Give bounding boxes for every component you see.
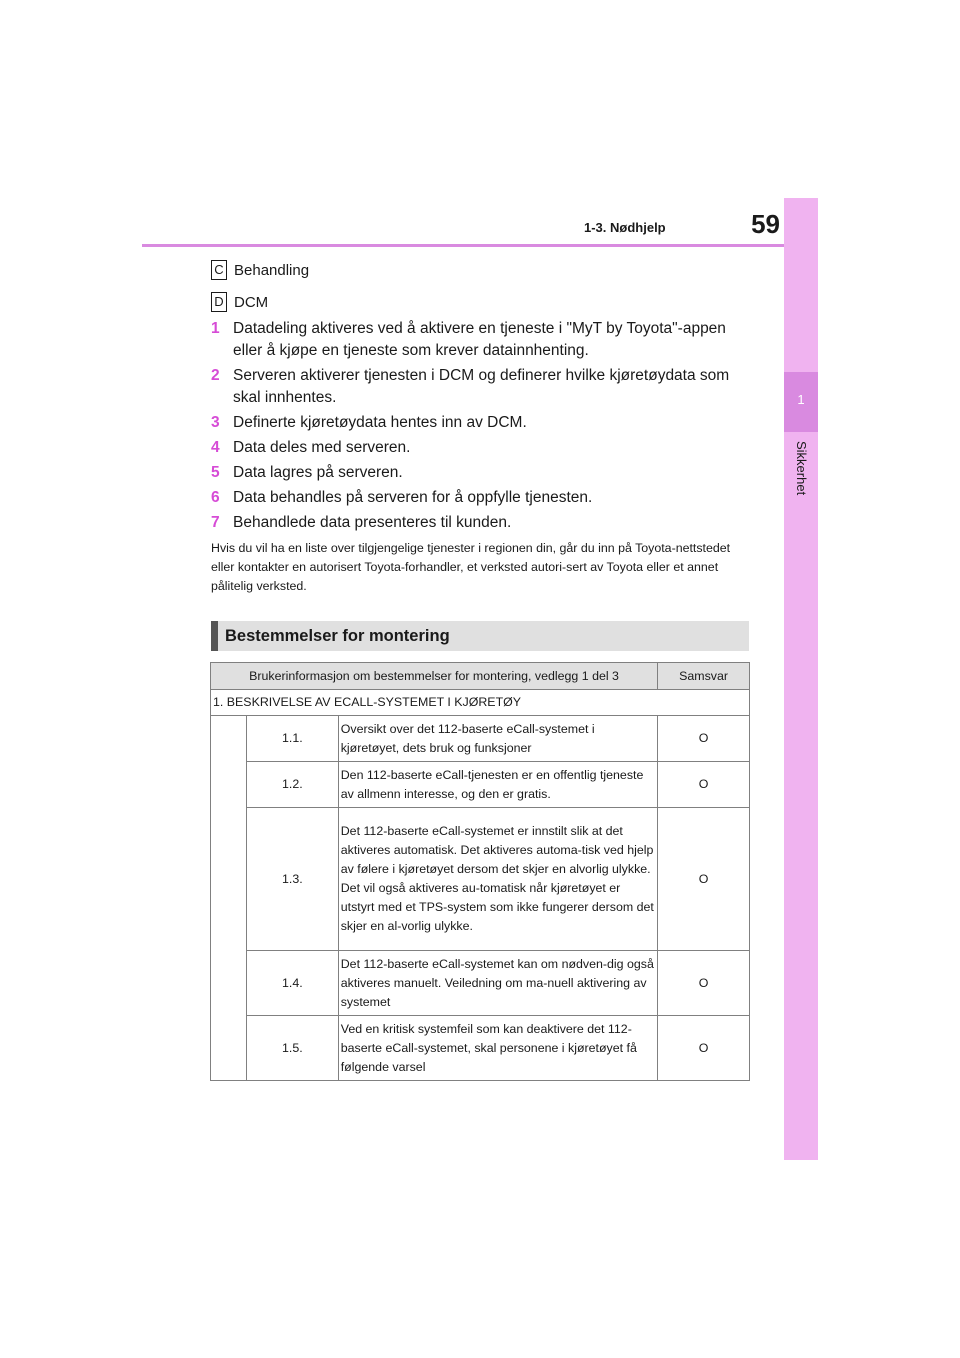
table-row: [211, 951, 750, 1016]
step-text: Behandlede data presenteres til kunden.: [233, 514, 512, 531]
table-row-compliance: O: [658, 762, 750, 808]
table-header-compliance: Samsvar: [658, 663, 750, 690]
note-paragraph: Hvis du vil ha en liste over tilgjengelige tjenester i regionen din, går du inn på Toyota-nettstedet eller kontakter en autorisert Toyota-forhandler, et verksted autori-sert av Toyota eller et annet pålitelig verksted.: [211, 541, 731, 593]
table-row-number: 1.4.: [246, 951, 338, 1016]
step-item: [211, 437, 756, 459]
step-number: 5: [211, 464, 220, 481]
step-list: [211, 318, 756, 537]
chapter-title: Sikkerhet: [794, 441, 809, 496]
legend-label: DCM: [234, 293, 269, 311]
legend-label: Behandling: [234, 261, 310, 279]
step-item: [211, 462, 756, 484]
table-group-title: 1. BESKRIVELSE AV ECALL-SYSTEMET I KJØRETØY: [211, 690, 750, 716]
table-row-text: Den 112-baserte eCall-tjenesten er en offentlig tjeneste av allmenn interesse, og den er gratis.: [338, 762, 657, 808]
chapter-number: 1: [797, 392, 805, 407]
step-item: [211, 365, 756, 409]
table-row-compliance: O: [658, 951, 750, 1016]
step-number: 7: [211, 514, 220, 531]
page-number: 59: [751, 209, 780, 239]
table-row: [211, 716, 750, 762]
table-row-number: 1.2.: [246, 762, 338, 808]
step-item: [211, 318, 756, 362]
legend-letter-box: C: [211, 260, 227, 280]
table-row-text: Oversikt over det 112-baserte eCall-systemet i kjøretøyet, dets bruk og funksjoner: [338, 716, 657, 762]
legend-item-c: [211, 259, 309, 281]
table-row-number: 1.1.: [246, 716, 338, 762]
table-row-compliance: O: [658, 808, 750, 951]
table-row-text: Det 112-baserte eCall-systemet er innstilt slik at det aktiveres automatisk. Det aktiveres automa-tisk ved hjelp av følere i kjøretøyet dersom det skjer en alvorlig ulykke. Det vil også aktiveres au-tomatisk når kjøretøyet er utstyrt med et TPS-system som ikke fungerer dersom det skjer en al-vorlig ulykke.: [338, 808, 657, 951]
step-item: [211, 512, 756, 534]
step-number: 4: [211, 439, 220, 456]
chapter-side-strip: [784, 198, 818, 1160]
table-row: [211, 808, 750, 951]
section-heading: Bestemmelser for montering: [211, 621, 749, 651]
table-row-number: 1.3.: [246, 808, 338, 951]
header-divider: [142, 244, 784, 247]
legend-letter-box: D: [211, 292, 227, 312]
table-header-description: Brukerinformasjon om bestemmelser for montering, vedlegg 1 del 3: [211, 663, 658, 690]
step-number: 2: [211, 367, 220, 384]
table-row-text: Ved en kritisk systemfeil som kan deaktivere det 112-baserte eCall-systemet, skal personene i kjøretøyet få følgende varsel: [338, 1016, 657, 1081]
regulation-table: [210, 662, 750, 1081]
step-text: Datadeling aktiveres ved å aktivere en tjeneste i "MyT by Toyota"-appen eller å kjøpe en tjeneste som krever datainnhenting.: [233, 320, 726, 359]
step-text: Data lagres på serveren.: [233, 464, 403, 481]
header-section-title: 1-3. Nødhjelp: [584, 220, 666, 235]
step-number: 3: [211, 414, 220, 431]
table-group-row: [211, 690, 750, 716]
table-row-compliance: O: [658, 716, 750, 762]
step-item: [211, 487, 756, 509]
step-text: Definerte kjøretøydata hentes inn av DCM.: [233, 414, 527, 431]
table-row: [211, 1016, 750, 1081]
step-number: 1: [211, 320, 220, 337]
step-item: [211, 412, 756, 434]
legend-item-d: [211, 291, 268, 313]
step-text: Serveren aktiverer tjenesten i DCM og definerer hvilke kjøretøydata som skal innhentes.: [233, 367, 730, 406]
table-row: [211, 762, 750, 808]
step-text: Data deles med serveren.: [233, 439, 411, 456]
table-row-text: Det 112-baserte eCall-systemet kan om nødven-dig også aktiveres manuelt. Veiledning om ma-nuell aktivering av systemet: [338, 951, 657, 1016]
step-text: Data behandles på serveren for å oppfylle tjenesten.: [233, 489, 593, 506]
table-row-compliance: O: [658, 1016, 750, 1081]
table-header-row: [211, 663, 750, 690]
table-indent-cell: [211, 716, 247, 1081]
step-number: 6: [211, 489, 220, 506]
table-row-number: 1.5.: [246, 1016, 338, 1081]
